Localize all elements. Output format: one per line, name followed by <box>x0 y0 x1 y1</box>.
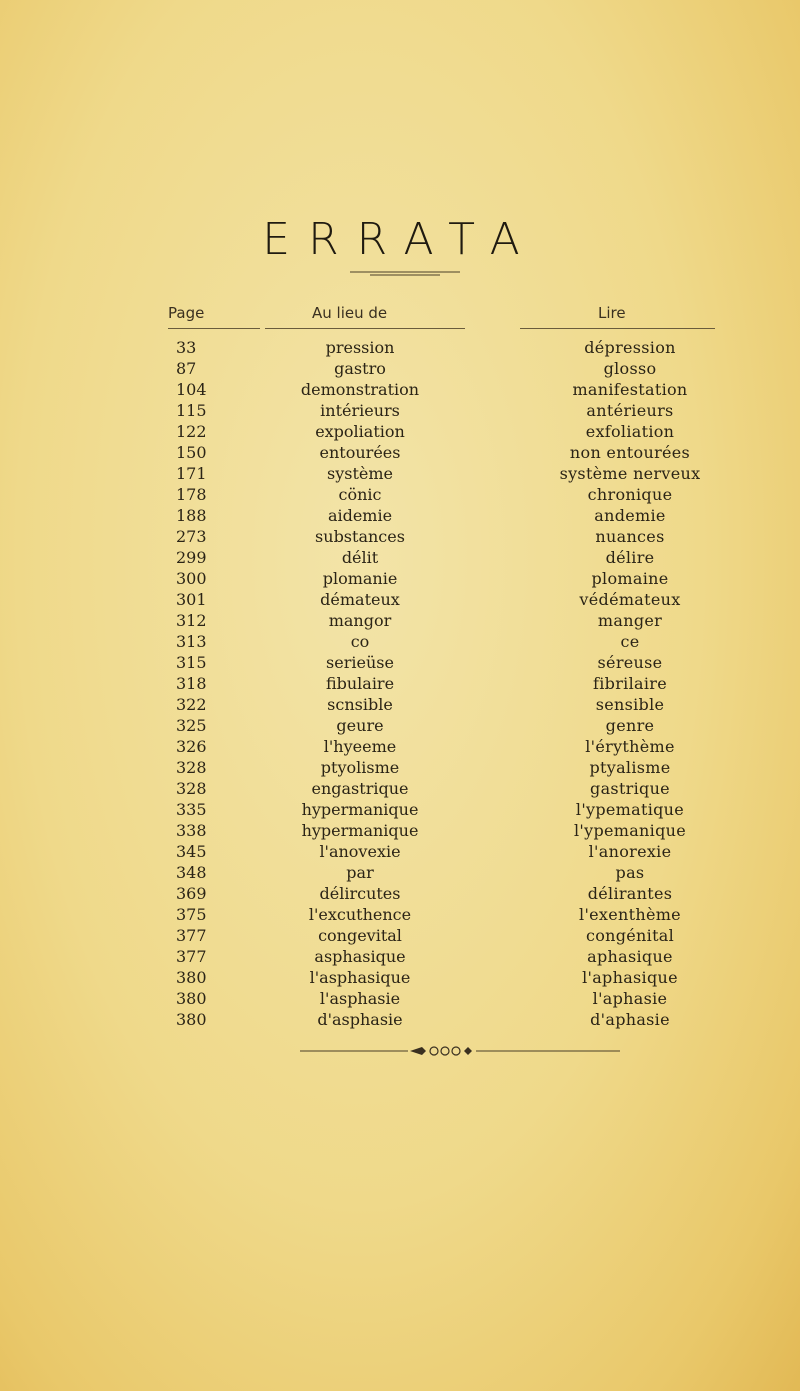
correct-word: sensible <box>595 695 665 714</box>
correct-word: chronique <box>587 485 673 504</box>
page-number: 377 <box>176 947 207 966</box>
wrong-word: congevital <box>318 926 402 945</box>
wrong-word: l'excuthence <box>308 905 412 924</box>
wrong-word: expoliation <box>315 422 405 441</box>
table-row <box>0 589 800 610</box>
table-row <box>0 883 800 904</box>
wrong-word: gastro <box>334 359 386 378</box>
page-number: 325 <box>176 716 207 735</box>
correct-word: ptyalisme <box>589 758 671 777</box>
table-row <box>0 442 800 463</box>
correct-word: l'ypemanique <box>573 821 686 840</box>
page-number: 122 <box>176 422 207 441</box>
header-lire: Lire <box>598 304 626 322</box>
table-row <box>0 568 800 589</box>
wrong-word: l'asphasie <box>319 989 401 1008</box>
correct-word: délirantes <box>587 884 673 903</box>
table-row <box>0 841 800 862</box>
table-row <box>0 736 800 757</box>
wrong-word: serieüse <box>326 653 394 672</box>
table-row <box>0 988 800 1009</box>
header-rule-lire <box>520 328 715 329</box>
page-number: 380 <box>176 989 207 1008</box>
wrong-word: l'asphasique <box>309 968 411 987</box>
page-number: 338 <box>176 821 207 840</box>
wrong-word: geure <box>336 716 384 735</box>
page-number: 171 <box>176 464 207 483</box>
wrong-word: hypermanique <box>301 800 419 819</box>
page-title: ERRATA <box>262 214 538 265</box>
correct-word: l'érythème <box>585 737 675 756</box>
page-number: 380 <box>176 968 207 987</box>
wrong-word: délit <box>341 548 379 567</box>
table-row <box>0 526 800 547</box>
table-row <box>0 358 800 379</box>
table-row <box>0 547 800 568</box>
wrong-word: substances <box>315 527 405 546</box>
page-number: 318 <box>176 674 207 693</box>
correct-word: gastrique <box>590 779 670 798</box>
table-row <box>0 757 800 778</box>
correct-word: système nerveux <box>559 464 701 483</box>
page-number: 369 <box>176 884 207 903</box>
page-number: 328 <box>176 779 207 798</box>
correct-word: ce <box>620 632 640 651</box>
page-number: 150 <box>176 443 207 462</box>
correct-word: antérieurs <box>586 401 674 420</box>
page-number: 375 <box>176 905 207 924</box>
wrong-word: système <box>327 464 393 483</box>
wrong-word: hypermanique <box>301 821 419 840</box>
correct-word: plomaine <box>591 569 669 588</box>
wrong-word: intérieurs <box>320 401 400 420</box>
table-row <box>0 337 800 358</box>
table-row <box>0 925 800 946</box>
table-row <box>0 631 800 652</box>
table-row <box>0 904 800 925</box>
table-row <box>0 484 800 505</box>
page-number: 380 <box>176 1010 207 1029</box>
wrong-word: plomanie <box>322 569 398 588</box>
title-rule <box>350 271 460 277</box>
page-number: 313 <box>176 632 207 651</box>
header-page: Page <box>168 304 205 322</box>
correct-word: aphasique <box>587 947 673 966</box>
correct-word: congénital <box>585 926 675 945</box>
table-row <box>0 1009 800 1030</box>
page-number: 377 <box>176 926 207 945</box>
page-number: 335 <box>176 800 207 819</box>
page-number: 87 <box>176 359 197 378</box>
table-row <box>0 799 800 820</box>
page-number: 301 <box>176 590 207 609</box>
wrong-word: ptyolisme <box>320 758 400 777</box>
wrong-word: délircutes <box>319 884 401 903</box>
correct-word: d'aphasie <box>590 1010 670 1029</box>
wrong-word: cönic <box>338 485 382 504</box>
page-number: 315 <box>176 653 207 672</box>
table-row <box>0 379 800 400</box>
correct-word: délire <box>605 548 655 567</box>
table-row <box>0 421 800 442</box>
page-number: 328 <box>176 758 207 777</box>
page-number: 345 <box>176 842 207 861</box>
correct-word: non entourées <box>569 443 691 462</box>
page-number: 299 <box>176 548 207 567</box>
page-number: 104 <box>176 380 207 399</box>
table-row <box>0 820 800 841</box>
table-row <box>0 673 800 694</box>
wrong-word: mangor <box>328 611 392 630</box>
wrong-word: scnsible <box>327 695 393 714</box>
wrong-word: démateux <box>320 590 400 609</box>
correct-word: nuances <box>595 527 665 546</box>
page-number: 178 <box>176 485 207 504</box>
wrong-word: par <box>346 863 374 882</box>
wrong-word: engastrique <box>311 779 409 798</box>
header-au-lieu-de: Au lieu de <box>312 304 388 322</box>
table-row <box>0 463 800 484</box>
correct-word: l'anorexie <box>588 842 672 861</box>
table-row <box>0 715 800 736</box>
correct-word: dépression <box>584 338 676 357</box>
wrong-word: entourées <box>319 443 401 462</box>
correct-word: andemie <box>594 506 666 525</box>
wrong-word: l'anovexie <box>319 842 401 861</box>
correct-word: séreuse <box>597 653 663 672</box>
page-number: 322 <box>176 695 207 714</box>
correct-word: fibrilaire <box>593 674 667 693</box>
page-number: 115 <box>176 401 207 420</box>
table-row <box>0 778 800 799</box>
page-number: 273 <box>176 527 207 546</box>
table-row <box>0 946 800 967</box>
wrong-word: aidemie <box>327 506 393 525</box>
table-row <box>0 400 800 421</box>
table-row <box>0 505 800 526</box>
page-number: 348 <box>176 863 207 882</box>
errata-table <box>0 337 800 1030</box>
closing-ornament <box>300 1044 620 1058</box>
table-row <box>0 610 800 631</box>
correct-word: védémateux <box>579 590 681 609</box>
correct-word: genre <box>605 716 655 735</box>
wrong-word: d'asphasie <box>317 1010 403 1029</box>
page-number: 326 <box>176 737 207 756</box>
header-rule-au <box>265 328 465 329</box>
correct-word: manger <box>597 611 663 630</box>
header-rule-page <box>168 328 260 329</box>
wrong-word: fibulaire <box>325 674 395 693</box>
correct-word: glosso <box>603 359 657 378</box>
correct-word: l'aphasique <box>582 968 678 987</box>
correct-word: pas <box>615 863 645 882</box>
wrong-word: demonstration <box>300 380 420 399</box>
page-number: 312 <box>176 611 207 630</box>
wrong-word: pression <box>325 338 395 357</box>
table-row <box>0 694 800 715</box>
correct-word: exfoliation <box>585 422 675 441</box>
page-number: 188 <box>176 506 207 525</box>
wrong-word: asphasique <box>314 947 406 966</box>
correct-word: l'aphasie <box>592 989 668 1008</box>
correct-word: manifestation <box>572 380 688 399</box>
page-number: 300 <box>176 569 207 588</box>
wrong-word: l'hyeeme <box>323 737 397 756</box>
table-row <box>0 652 800 673</box>
page-number: 33 <box>176 338 197 357</box>
table-row <box>0 967 800 988</box>
wrong-word: co <box>350 632 370 651</box>
table-row <box>0 862 800 883</box>
correct-word: l'ypematique <box>575 800 685 819</box>
correct-word: l'exenthème <box>579 905 681 924</box>
